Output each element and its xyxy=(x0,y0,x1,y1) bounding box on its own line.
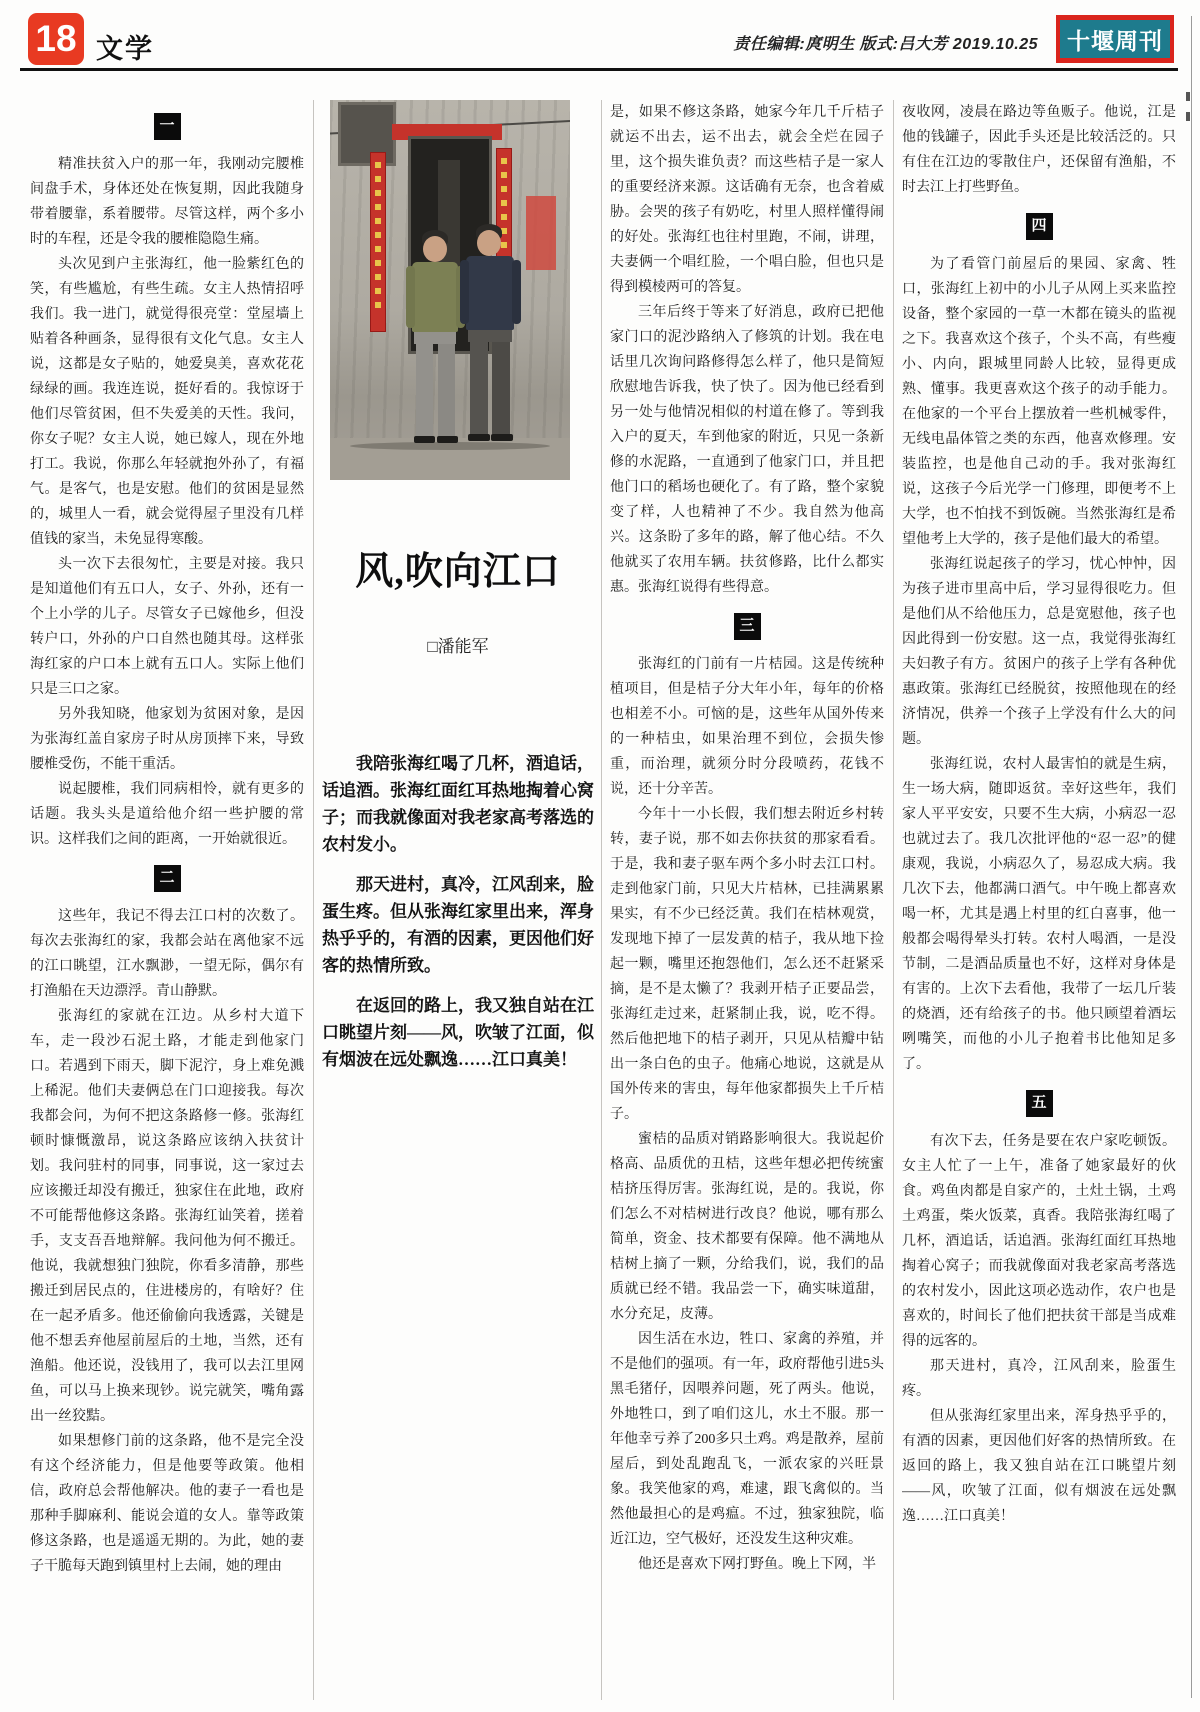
body-paragraph: 因生活在水边，牲口、家禽的养殖，并不是他们的强项。有一年，政府帮他引进5头黑毛猪仔，因喂养问题，死了两头。他说，外地牲口，到了咱们这儿，水土不服。那一年他幸亏养了200多只土鸡。鸡是散养，屋前屋后，到处乱跑乱飞，一派农家的兴旺景象。我笑他家的鸡，难逮，跟飞禽似的。当然他最担心的是鸡瘟。不过，独家独院，临近江边，空气极好，还没发生这种灾难。 xyxy=(610,1332,884,1547)
photo-man-left-pants xyxy=(414,332,456,344)
body-paragraph: 张海红的家就在江边。从乡村大道下车，走一段沙石泥土路，才能走到他家门口。若遇到下雨天，脚下泥泞，身上难免溅上稀泥。他们夫妻俩总在门口迎接我。每次我都会问，为何不把这条路修一修。张海红顿时慷慨激昂，说这条路应该纳入扶贫计划。我问驻村的同事，同事说，这一家过去应该搬迁却没有搬迁，独家住在此地，政府不可能帮他修这条路。张海红讪笑着，搓着手，支支吾吾地辩解。我问他为何不搬迁。他说，我就想独门独院，你看多清静，那些搬迁到居民点的，住进楼房的，有啥好？住在一起矛盾多。他还偷偷向我透露，关键是他不想丢弃他屋前屋后的土地，当然，还有渔船。他还说，没钱用了，我可以去江里网鱼，可以马上换来现钞。说完就笑，嘴角露出一丝狡黠。 xyxy=(30,1009,304,1424)
page-edge-mark xyxy=(1186,92,1190,101)
photo-man-right-arm xyxy=(512,260,521,324)
body-paragraph: 为了看管门前屋后的果园、家禽、牲口，张海红上初中的小儿子从网上买来监控设备，整个家园的一草一木都在镜头的监视之下。我喜欢这个孩子，个头不高，有些瘦小、内向，跟城里同龄人比较，显得更成熟、懂事。我更喜欢这个孩子的动手能力。在他家的一个平台上摆放着一些机械零件，无线电晶体管之类的东西，他喜欢修理。安装监控，也是他自己动的手。我对张海红说，这孩子今后光学一门修理，即便考不上大学，也不怕找不到饭碗。当然张海红是希望他考上大学的，孩子是他们最大的希望。 xyxy=(902,257,1176,547)
photo-man-right-shirt xyxy=(466,256,514,330)
editor-credits: 责任编辑:庹明生 版式:吕大芳 2019.10.25 xyxy=(733,36,1038,53)
masthead-box xyxy=(1056,15,1174,63)
photo-man-left-leg xyxy=(416,344,433,436)
section-marker-5 xyxy=(1026,1090,1053,1117)
body-paragraph: 如果想修门前的这条路，他不是完全没有这个经济能力，但是他要等政策。他相信，政府总会帮他解决。他的妻子一看也是那种手脚麻利、能说会道的女人。靠等政策修这条路，也是遥遥无期的。为此，她的妻子干脆每天跑到镇里村上去闹，她的理由 xyxy=(30,1434,304,1574)
photo-man-left-shoe xyxy=(414,436,435,443)
article-title: 风,吹向江口 xyxy=(355,551,561,593)
photo-man-left-head xyxy=(423,236,447,262)
section-marker-2 xyxy=(154,865,181,892)
body-paragraph: 那天进村，真冷，江风刮来，脸蛋生疼。 xyxy=(902,1359,1176,1399)
column-divider xyxy=(601,100,602,1700)
body-paragraph: 蜜桔的品质对销路影响很大。我说起价格高、品质优的丑桔，这些年想必把传统蜜桔挤压得厉害。张海红说，是的。我说，你们怎么不对桔树进行改良？他说，哪有那么简单，资金、技术都要有保障。他不满地从桔树上摘了一颗，分给我们，说，我们的品质就已经不错。我品尝一下，确实味道甜，水分充足，皮薄。 xyxy=(610,1132,884,1322)
masthead-title: 十堰周刊 xyxy=(1060,20,1170,58)
column-divider xyxy=(313,100,314,1700)
section-marker-label: 二 xyxy=(159,870,175,886)
page-edge-line xyxy=(1191,16,1192,1698)
photo-man-right-arm xyxy=(460,260,469,324)
section-marker-label: 四 xyxy=(1031,218,1047,234)
article-photo xyxy=(330,100,570,480)
section-marker-label: 一 xyxy=(159,118,175,134)
photo-man-right-leg xyxy=(470,342,488,434)
body-paragraph: 三年后终于等来了好消息，政府已把他家门口的泥沙路纳入了修筑的计划。我在电话里几次询问路修得怎么样了，他只是简短欣慰地告诉我，快了快了。因为他已经看到另一处与他情况相似的村道在修了。等到我入户的夏天，车到他家的附近，只见一条新修的水泥路，一直通到了他家门口，并且把他门口的稻场也硬化了。有了路，整个家貌变了样，人也精神了不少。我自然为他高兴。这条盼了多年的路，解了他心结。不久他就买了农用车辆。扶贫修路，比什么都实惠。张海红说得有些得意。 xyxy=(610,305,884,595)
photo-couplet-left xyxy=(370,152,386,332)
body-paragraph: 他还是喜欢下网打野鱼。晚上下网，半 xyxy=(638,1557,876,1572)
section-label: 文学 xyxy=(96,34,154,64)
body-paragraph: 张海红说起孩子的学习，忧心忡忡，因为孩子进市里高中后，学习显得很吃力。但是他们从不给他压力，总是宽慰他，孩子也因此得到一份安慰。这一点，我觉得张海红夫妇教子有方。贫困户的孩子上学有各种优惠政策。张海红已经脱贫，按照他现在的经济情况，供养一个孩子上学没有什么大的问题。 xyxy=(902,557,1176,747)
body-paragraph: 说起腰椎，我们同病相怜，就有更多的话题。我头头是道给他介绍一些护腰的常识。这样我们之间的距离，一开始就很近。 xyxy=(30,782,304,847)
body-paragraph: 但从张海红家里出来，浑身热乎乎的，有酒的因素，更因他们好客的热情所致。在返回的路上，我又独自站在江口眺望片刻——风，吹皱了江面，似有烟波在远处飘逸……江口真美！ xyxy=(902,1409,1176,1524)
body-paragraph: 头次见到户主张海红，他一脸紫红色的笑，有些尴尬，有些生疏。女主人热情招呼我们。我一进门，就觉得很亮堂：堂屋墙上贴着各种画条，显得很有文化气息。女主人说，这都是女子贴的，她爱臭美，喜欢花花绿绿的画。我连连说，挺好看的。我惊讶于他们尽管贫困，但不失爱美的天性。我问，你女子呢？女主人说，她已嫁人，现在外地打工。我说，你那么年轻就抱外孙了，有福气。是客气，也是安慰。他们的贫困是显然的，城里人一看，就会觉得屋子里没有几样值钱的家当，未免显得寒酸。 xyxy=(30,257,304,547)
section-marker-3 xyxy=(734,613,761,640)
body-paragraph: 这些年，我记不得去江口村的次数了。每次去张海红的家，我都会站在离他家不远的江口眺望，江水飘渺，一望无际，偶尔有打渔船在天边漂浮。青山静默。 xyxy=(30,909,304,999)
intro-paragraph: 在返回的路上，我又独自站在江口眺望片刻——风，吹皱了江面，似有烟波在远处飘逸……江口真美！ xyxy=(322,996,594,1069)
photo-man-right-shoe xyxy=(468,434,490,441)
body-paragraph: 头一次下去很匆忙，主要是对接。我只是知道他们有五口人，女子、外孙，还有一个上小学的儿子。尽管女子已嫁他乡，但没转户口，外孙的户口自然也随其母。这样张海红家的户口本上就有五口人。实际上他们只是三口之家。 xyxy=(30,557,304,697)
text-column-4 xyxy=(902,100,1176,1706)
body-paragraph: 是，如果不修这条路，她家今年几千斤桔子就运不出去，运不出去，就会全烂在园子里，这个损失谁负责？而这些桔子是一家人的重要经济来源。这话确有无奈，也含着威胁。会哭的孩子有奶吃，村里人照样懂得闹的好处。张海红也往村里跑，不闹，讲理，夫妻俩一个唱红脸，一个唱白脸，但也只是得到模棱两可的答复。 xyxy=(610,105,884,295)
photo-man-right-shoe xyxy=(491,434,513,441)
body-paragraph: 夜收网，凌晨在路边等鱼贩子。他说，江是他的钱罐子，因此手头还是比较活泛的。只有住在江边的零散住户，还保留有渔船，不时去江上打些野鱼。 xyxy=(902,105,1176,195)
header-rule xyxy=(20,68,1178,71)
photo-man-right-pants xyxy=(468,330,512,342)
photo-man-right-head xyxy=(477,230,501,256)
section-marker-label: 五 xyxy=(1031,1095,1047,1111)
photo-shadow xyxy=(350,442,550,450)
body-paragraph: 精准扶贫入户的那一年，我刚动完腰椎间盘手术，身体还处在恢复期，因此我随身带着腰靠，系着腰带。尽管这样，两个多小时的车程，还是令我的腰椎隐隐生痛。 xyxy=(30,157,304,247)
article-intro xyxy=(322,750,594,1086)
text-column-3 xyxy=(610,100,884,1706)
body-paragraph: 今年十一小长假，我们想去附近乡村转转，妻子说，那不如去你扶贫的那家看看。于是，我和妻子驱车两个多小时去江口村。走到他家门前，只见大片桔林，已挂满累累果实，有不少已经泛黄。我们在桔林观赏，发现地下掉了一层发黄的桔子，我从地下捡起一颗，嘴里还抱怨他们，怎么还不赶紧采摘，是不是太懒了？我剥开桔子正要品尝，张海红走过来，赶紧制止我，说，吃不得。然后他把地下的桔子剥开，只见从桔瓣中钻出一条白色的虫子。他痛心地说，这就是从国外传来的害虫，每年他家都损失上千斤桔子。 xyxy=(610,807,884,1122)
photo-window xyxy=(338,102,396,166)
body-paragraph: 有次下去，任务是要在农户家吃顿饭。女主人忙了一上午，准备了她家最好的伙食。鸡鱼肉都是自家产的，土灶土锅，土鸡土鸡蛋，柴火饭菜，真香。我陪张海红喝了几杯，酒追话，话追酒。张海红面红耳热地掏着心窝子；而我就像面对我老家高考落选的农村发小，因此这项必选动作，农户也是喜欢的，时间长了他们把扶贫干部是当成难得的远客的。 xyxy=(902,1134,1176,1349)
photo-man-right-leg xyxy=(492,342,510,434)
photo-red-poster xyxy=(526,196,556,270)
column-divider xyxy=(893,100,894,1700)
photo-man-left-shoe xyxy=(437,436,458,443)
body-paragraph: 张海红的门前有一片桔园。这是传统种植项目，但是桔子分大年小年，每年的价格也相差不小。可恼的是，这些年从国外传来的一种桔虫，如果治理不到位，会损失惨重，而治理，就须分时分段喷药，花钱不说，还十分辛苦。 xyxy=(610,657,884,797)
article-author: □潘能军 xyxy=(427,637,489,656)
intro-paragraph: 我陪张海红喝了几杯，酒追话，话追酒。张海红面红耳热地掏着心窝子；而我就像面对我老家高考落选的农村发小。 xyxy=(322,754,594,854)
body-paragraph: 张海红说，农村人最害怕的就是生病，生一场大病，随即返贫。幸好这些年，我们家人平平安安，只要不生大病，小病忍一忍也就过去了。我几次批评他的“忍一忍”的健康观，我说，小病忍久了，易忍成大病。我几次下去，他都满口酒气。中午晚上都喜欢喝一杯，尤其是遇上村里的红白喜事，他一般都会喝得晕头打转。农村人喝酒，一是没节制，二是酒品质量也不好，这样对身体是有害的。上次下去看他，我带了一坛几斤装的烧酒，还有给孩子的书。他只顾望着酒坛咧嘴笑，而他的小儿子抱着书比他知足多了。 xyxy=(902,757,1176,1072)
photo-man-left-shirt xyxy=(412,262,458,332)
intro-paragraph: 那天进村，真冷，江风刮来，脸蛋生疼。但从张海红家里出来，浑身热乎乎的，有酒的因素，更因他们好客的热情所致。 xyxy=(322,875,594,975)
section-marker-4 xyxy=(1026,213,1053,240)
text-column-1 xyxy=(30,100,304,1706)
section-marker-label: 三 xyxy=(739,618,755,634)
photo-man-left-arm xyxy=(406,266,415,328)
page-number-badge: 18 xyxy=(28,13,84,65)
section-marker-1 xyxy=(154,113,181,140)
photo-man-left-leg xyxy=(438,344,455,436)
body-paragraph: 另外我知晓，他家划为贫困对象，是因为张海红盖自家房子时从房顶摔下来，导致腰椎受伤，不能干重活。 xyxy=(30,707,304,772)
page-edge-mark xyxy=(1186,112,1190,121)
